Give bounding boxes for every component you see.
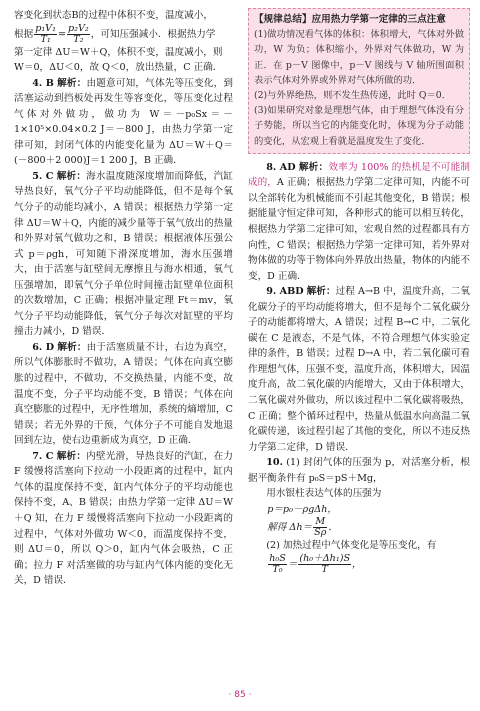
fraction-state-2: $\frac{\text{p₂V₂}}{\text{T₂}}$: [68, 22, 89, 45]
question-number: 8. AD: [266, 161, 296, 173]
equation-isobaric: $\frac{\text{h₀S}}{\text{T₀}}$ ＝ $\frac{\text{(h₀＋Δh₁)S}}{T}$ ，: [269, 552, 362, 575]
answer-item-8: [248, 160, 470, 284]
highlighted-text: 效率为 100% 的热机是不可能制成的，: [248, 161, 471, 189]
analysis-text: 由于活塞质量不计，右边为真空，所以气体膨胀时不做功，A 错误；气体在向真空膨胀的过程中，不做功，不交换热量，内能不变，故温度不变，分子平均动能不变，B 错误；气体在向真空膨胀的过程中，无序性增加，系统的熵增加，C 错误；若无外界的干预，气体分子不可能自发地退回到左边，使右边重新成为真空，D 正确．: [14, 341, 233, 447]
page-number: · 85 ·: [228, 690, 252, 700]
rule-point-2: (2)与外界绝热，则不发生热传递，此时 Q＝0．: [254, 90, 452, 102]
fraction-delta-h: $\frac{M}{S\rho}$: [314, 516, 327, 539]
analysis-text: A 正确；根据热力学第二定律可知，内能不可以全部转化为机械能而不引起其他变化，B 错误；根据能量守恒定律可知，各种形式的能可以相互转化，根据热力学第二定律可知，宏观自然的过程都具有方向性，C 错误；根据热力学第一定律可知，若外界对物体做的功等于物体向外界放出热量，物体的内能不变，D 正确．: [248, 177, 471, 282]
answer-item-10-part-2: (2) 加热过程中气体变化是等压变化，有: [266, 540, 437, 552]
analysis-label: 解析：: [298, 161, 329, 173]
answer-item-10: [248, 455, 470, 486]
answer-item-5: [14, 169, 233, 340]
analysis-text: 由题意可知，气体先等压变化，到活塞运动到挡板处再发生等容变化，等压变化过程气体对外做功，做功为 W＝－p₀Sx＝－1×10⁵×0.04×0.2 J＝－800 J，由热力学第一定律可知，封闭气体的内能变化量为 ΔU＝W＋Q＝(－800＋2 000)J＝1 200 J，B 正确．: [14, 77, 234, 167]
analysis-label: 解析：: [306, 286, 336, 298]
rule-summary-box: [248, 8, 470, 154]
rule-point-1: (1)做功情况看气体的体积：体积增大，气体对外做功，W 为负；体积缩小，外界对气体做功，W 为正．在 p－V 图像中，p－V 图线与 V 轴所围面积表示气体对外界或外界对气体所做的功．: [254, 29, 464, 86]
analysis-text: 内壁光滑，导热良好的汽缸，在力 F 缓慢将活塞向下拉动一小段距离的过程中，缸内气体的温度保持不变，缸内气体分子的平均动能也保持不变，A、B 错误；由热力学第一定律 ΔU＝W＋Q 知，在力 F 缓慢将活塞向下拉动一小段距离的过程中，气体对外做功 W＜0，而温度保持不变，则 ΔU＝0，所以 Q＞0，缸内气体会吸热，C 正确；拉力 F 对活塞做的功与缸内气体内能的变化无关，D 错误．: [14, 450, 233, 587]
question-number: 4. B: [32, 77, 54, 89]
equation-delta-h: 解得 Δh＝ $\frac{M}{S\rho}$ ．: [267, 516, 338, 539]
left-column: [14, 8, 233, 589]
rule-point-3: (3)如果研究对象是理想气体，由于理想气体没有分子势能，所以当它的内能变化时，体现为分子动能的变化，从宏观上看就是温度发生了变化．: [254, 105, 464, 147]
question-number: 6. D: [32, 341, 55, 353]
rule-summary-title: 【规律总结】应用热力学第一定律的三点注意: [254, 14, 446, 25]
analysis-label: 解析：: [56, 450, 87, 462]
question-number: 9. ABD: [266, 286, 304, 298]
right-column: [248, 8, 470, 575]
answer-item-4: [14, 76, 233, 169]
analysis-label: 解析：: [57, 77, 87, 89]
fraction-state-1: $\frac{\text{p₁V₁}}{\text{T₁}}$: [35, 22, 56, 45]
analysis-label: 解析：: [57, 341, 87, 353]
question-number: 7. C: [32, 450, 54, 462]
fraction-initial-state: $\frac{\text{h₀S}}{\text{T₀}}$: [269, 552, 286, 575]
answer-item-6: [14, 340, 233, 449]
question-number: 5. C: [32, 170, 54, 182]
analysis-text: 海水温度随深度增加而降低，汽缸导热良好，氧气分子平均动能降低，但不是每个氧气分子的动能均减小，A 错误；根据热力学第一定律 ΔU＝W＋Q，内能的减少量等于氧气放出的热量和外界对氧气做功之和，B 错误；根据液体压强公式 p＝ρgh，可知随下滑深度增加，海水压强增大，由于活塞与缸壁间无摩擦且与海水相通，氧气压强增加，即氧气分子单位时间撞击缸壁单位面积的次数增加，C 正确；根据冲量定理 Ft＝mv，氧气分子平均动能降低，氧气分子每次对缸壁的平均撞击力减小，D 错误．: [14, 170, 233, 338]
paragraph-continuation: 容变化到状态B的过程中体积不变，温度减小， 根据 $\frac{\text{p₁V₁}}{\text{T₁}}$ = $\frac{\text{p₂V₂}}{\text{T₂}}$ ，可知压强减小．根据热力学 第一定律 ΔU＝W＋Q，体积不变，温度减小，则 W＝0，ΔU＜0，故 Q＜0，放出热量，C 正确．: [14, 10, 223, 74]
equation-pressure: p＝p₀－ρgΔh，: [267, 503, 337, 515]
answer-item-10-line: 用水银柱表达气体的压强为: [266, 488, 382, 500]
analysis-label: 解析：: [56, 170, 87, 182]
analysis-text: (1) 封闭气体的压强为 p，对活塞分析，根据平衡条件有 p₀S＝pS＋Mg，: [248, 457, 470, 484]
fraction-final-state: $\frac{\text{(h₀＋Δh₁)S}}{T}$: [299, 552, 351, 575]
question-number: 10.: [266, 457, 283, 469]
answer-item-9: [248, 284, 470, 455]
answer-item-7: [14, 449, 233, 589]
analysis-text: 过程 A→B 中，温度升高，二氧化碳分子的平均动能将增大，但不是每个二氧化碳分子的动能都将增大，A 错误；过程 B→C 中，二氧化碳在 C 是液态，不是气体，不符合理想气体实验定律的条件，B 错误；过程 D→A 中，若二氧化碳可看作理想气体，压强不变，温度升高，体积增大，因温度升高，故二氧化碳的内能增大，又由于体积增大，二氧化碳对外做功，所以该过程中二氧化碳将吸热，C 正确；整个循环过程中，热量从低温水向高温二氧化碳传递，该过程引起了其他的变化，所以不违反热力学第二定律，D 错误．: [248, 286, 470, 453]
